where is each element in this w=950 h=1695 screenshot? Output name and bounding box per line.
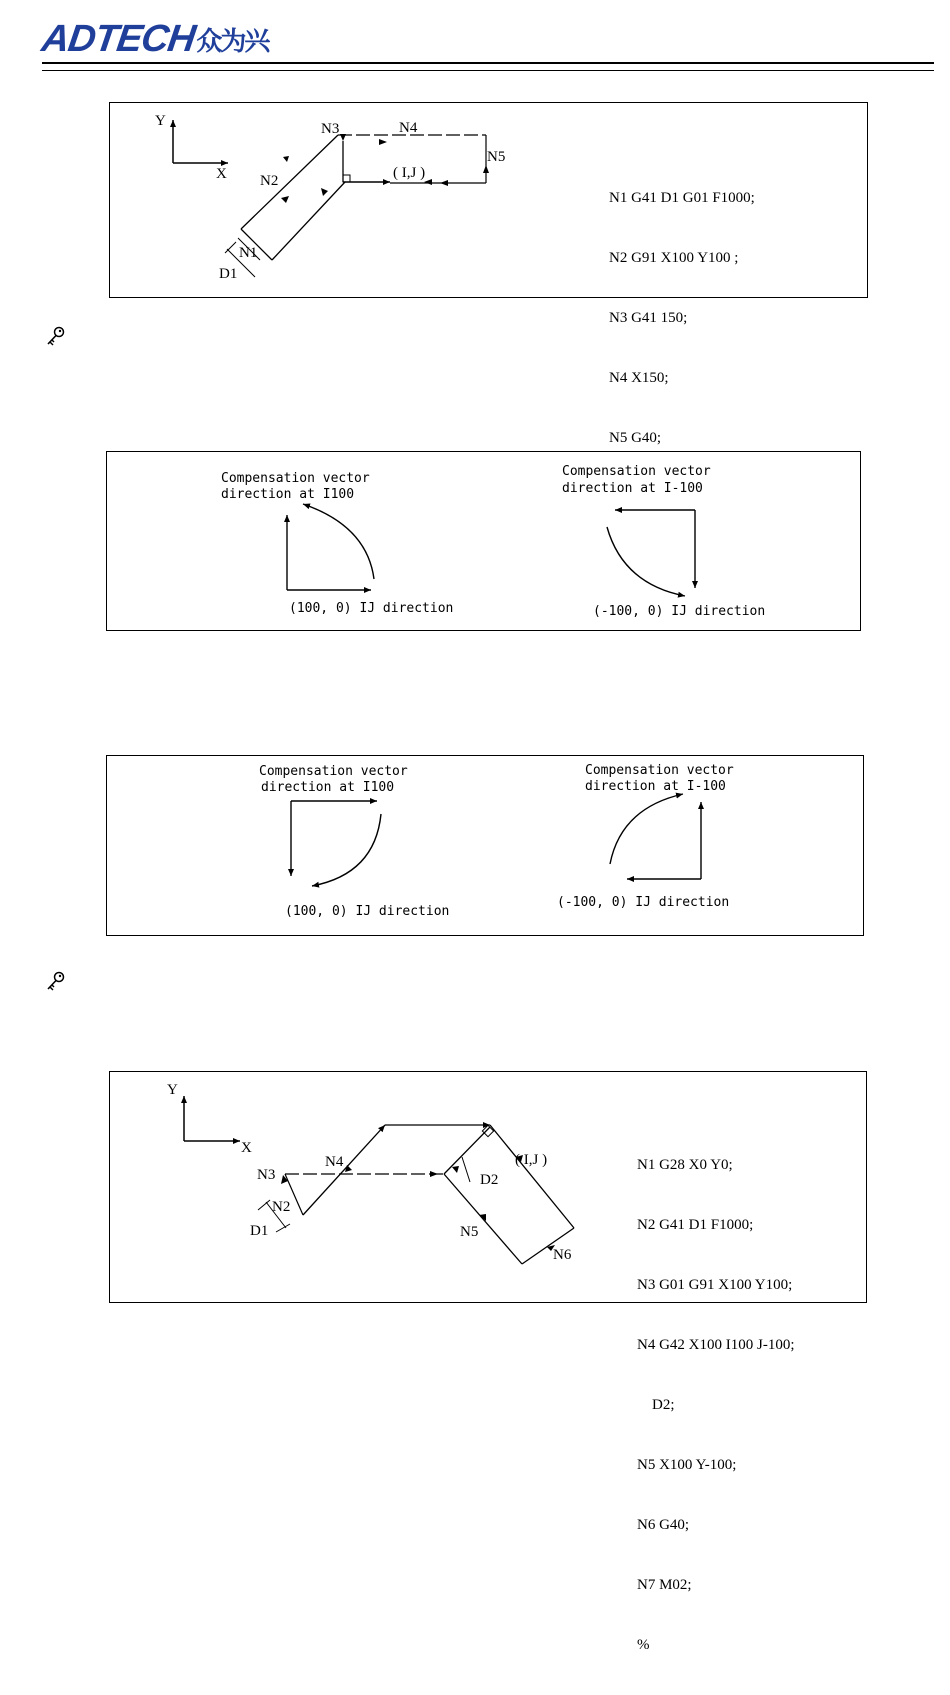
right-title-line-1: Compensation vector bbox=[585, 763, 734, 778]
label-n3: N3 bbox=[321, 121, 340, 137]
label-ij: ( I,J ) bbox=[515, 1152, 548, 1168]
right-title-line-1: Compensation vector bbox=[562, 464, 711, 479]
label-n3: N3 bbox=[257, 1167, 276, 1183]
code-line: N6 G40; bbox=[637, 1517, 690, 1533]
code-line: N3 G41 150; bbox=[609, 310, 688, 326]
code-line: N5 X100 Y-100; bbox=[637, 1457, 737, 1473]
figure-4-g41-g42-switch-diagram bbox=[109, 1071, 867, 1653]
y-axis-label: Y bbox=[167, 1082, 178, 1098]
label-d1: D1 bbox=[219, 266, 238, 282]
label-n4: N4 bbox=[399, 120, 418, 136]
left-title-line-1: Compensation vector bbox=[221, 471, 370, 486]
label-n2: N2 bbox=[260, 173, 279, 189]
label-n1: N1 bbox=[239, 245, 258, 261]
figure-3-compensation-vector-g42 bbox=[106, 755, 864, 936]
label-d1: D1 bbox=[250, 1223, 269, 1239]
header-rule-thick bbox=[42, 62, 934, 64]
code-line: D2; bbox=[637, 1397, 675, 1413]
label-n5: N5 bbox=[460, 1224, 479, 1240]
logo-text: ADTECH bbox=[39, 18, 198, 60]
code-line: N1 G41 D1 G01 F1000; bbox=[609, 190, 755, 206]
code-line: N3 G01 G91 X100 Y100; bbox=[637, 1277, 793, 1293]
right-caption: (-100, 0) IJ direction bbox=[593, 604, 766, 619]
x-axis-label: X bbox=[241, 1140, 252, 1156]
code-line: N1 G28 X0 Y0; bbox=[637, 1157, 733, 1173]
header-rule-thin bbox=[42, 70, 934, 71]
label-n6: N6 bbox=[553, 1247, 572, 1263]
label-d2: D2 bbox=[480, 1172, 499, 1188]
label-ij: ( I,J ) bbox=[393, 165, 426, 181]
code-line: % bbox=[637, 1637, 650, 1653]
code-line: N2 G91 X100 Y100 ; bbox=[609, 250, 739, 266]
code-line: N4 X150; bbox=[609, 370, 669, 386]
code-line: N4 G42 X100 I100 J-100; bbox=[637, 1337, 795, 1353]
left-title-line-2: direction at I100 bbox=[261, 780, 395, 795]
right-caption: (-100, 0) IJ direction bbox=[557, 895, 730, 910]
left-caption: (100, 0) IJ direction bbox=[289, 601, 454, 616]
figure-4-program bbox=[637, 1115, 795, 1695]
label-n2: N2 bbox=[272, 1199, 291, 1215]
label-n4: N4 bbox=[325, 1154, 344, 1170]
left-title-line-1: Compensation vector bbox=[259, 764, 408, 779]
left-caption: (100, 0) IJ direction bbox=[285, 904, 450, 919]
logo-chinese-text: 众为兴 bbox=[196, 26, 269, 57]
right-title-line-2: direction at I-100 bbox=[562, 481, 703, 496]
left-title-line-2: direction at I100 bbox=[221, 487, 355, 502]
code-line: N2 G41 D1 F1000; bbox=[637, 1217, 754, 1233]
y-axis-label: Y bbox=[155, 113, 166, 129]
x-axis-label: X bbox=[216, 166, 227, 182]
key-icon bbox=[45, 325, 67, 347]
code-line: N5 G40; bbox=[609, 430, 662, 446]
figure-1-g41-g40-diagram bbox=[109, 102, 868, 446]
code-line: N7 M02; bbox=[637, 1577, 692, 1593]
label-n5: N5 bbox=[487, 149, 506, 165]
company-logo bbox=[39, 18, 269, 60]
figure-2-compensation-vector-g41 bbox=[106, 451, 861, 631]
key-icon bbox=[45, 970, 67, 992]
figure-3-drawing bbox=[107, 756, 863, 935]
figure-1-program bbox=[609, 148, 755, 488]
right-title-line-2: direction at I-100 bbox=[585, 779, 726, 794]
